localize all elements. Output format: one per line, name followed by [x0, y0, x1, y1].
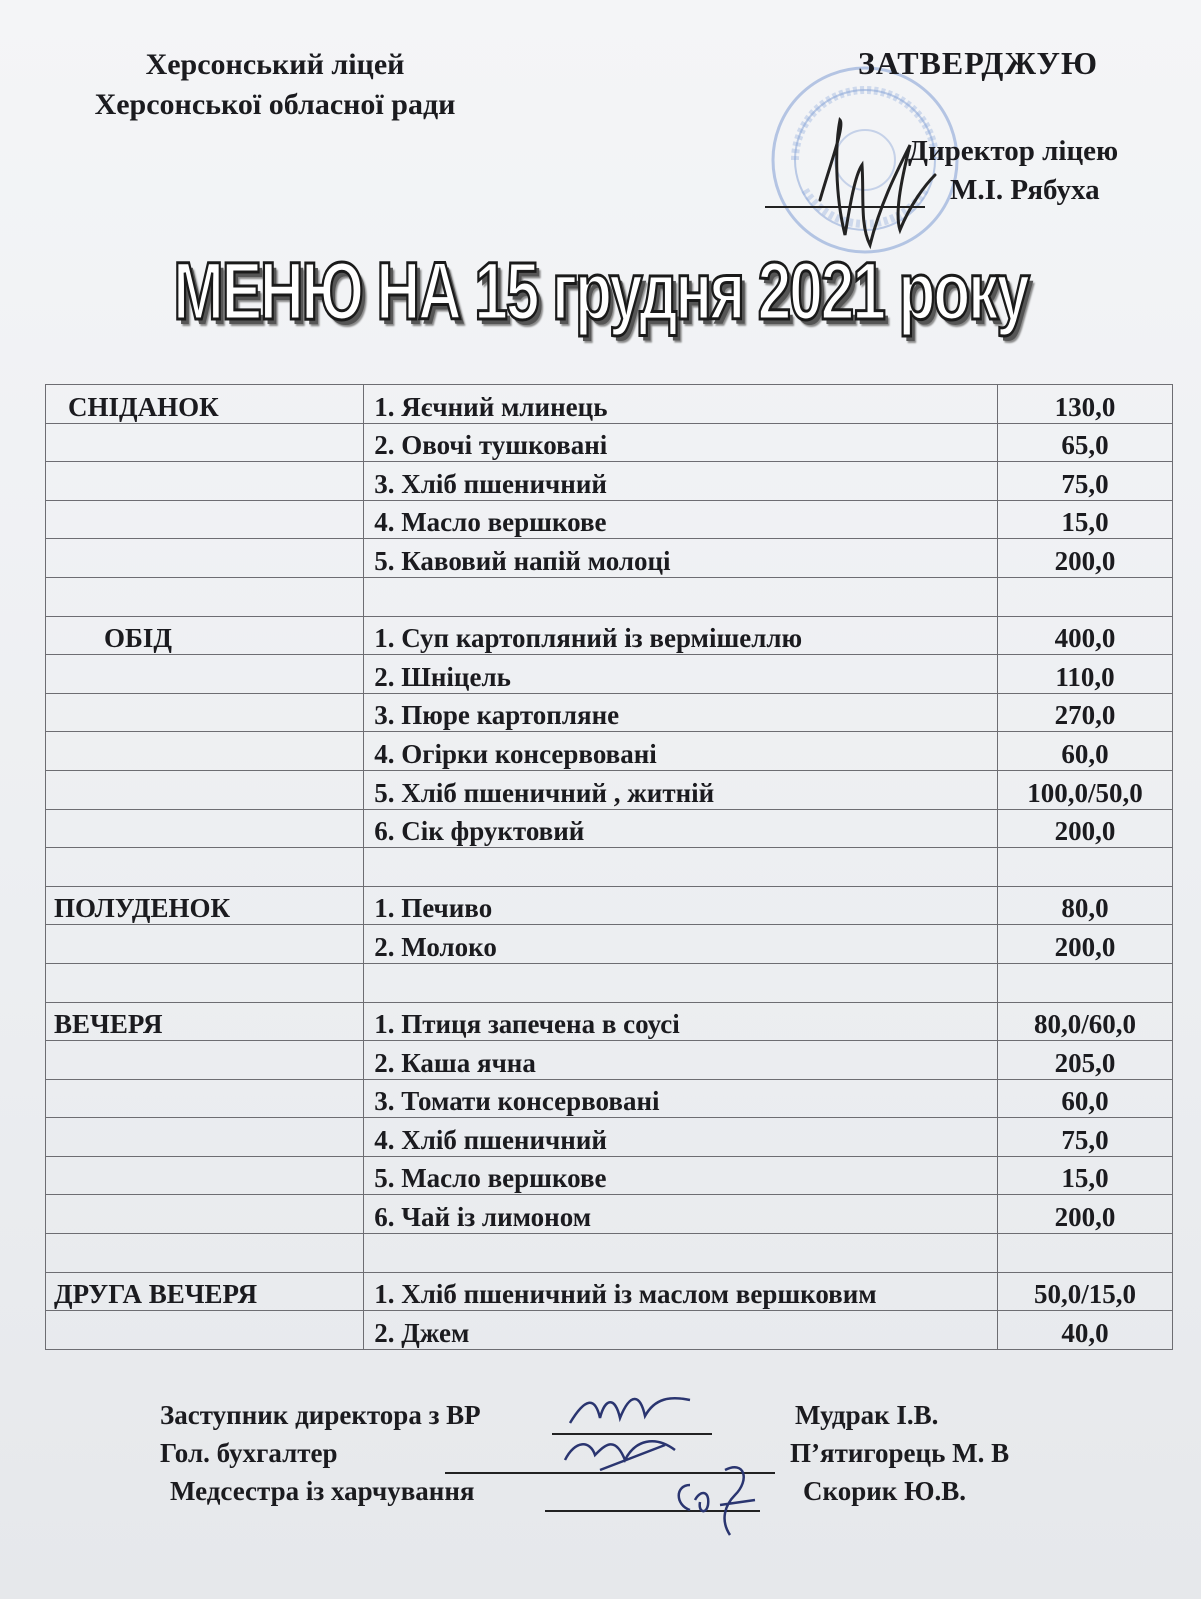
- dish-cell: 3. Хліб пшеничний: [364, 462, 998, 501]
- menu-row: [46, 539, 1173, 578]
- menu-table: [45, 384, 1173, 1350]
- portion-cell: [997, 1234, 1172, 1273]
- meal-cell: [46, 1311, 364, 1350]
- menu-row: [46, 693, 1173, 732]
- menu-row: [46, 732, 1173, 771]
- meal-cell: [46, 770, 364, 809]
- menu-row: [46, 1195, 1173, 1234]
- portion-cell: 200,0: [997, 1195, 1172, 1234]
- portion-cell: 110,0: [997, 655, 1172, 694]
- dish-cell: 5. Кавовий напій молоці: [364, 539, 998, 578]
- portion-cell: 80,0: [997, 886, 1172, 925]
- meal-cell: [46, 809, 364, 848]
- deputy-name: Мудрак І.В.: [795, 1400, 939, 1430]
- meal-cell: [46, 963, 364, 1002]
- meal-cell: ПОЛУДЕНОК: [46, 886, 364, 925]
- dish-cell: 1. Печиво: [364, 886, 998, 925]
- menu-row: [46, 1079, 1173, 1118]
- accountant-name: П’ятигорець М. В: [790, 1438, 1010, 1468]
- org-line-2: Херсонської обласної ради: [94, 88, 456, 121]
- dish-cell: 2. Шніцель: [364, 655, 998, 694]
- menu-row: [46, 1002, 1173, 1041]
- portion-cell: [997, 963, 1172, 1002]
- dish-cell: 1. Яєчний млинець: [364, 385, 998, 424]
- menu-row: [46, 1272, 1173, 1311]
- meal-cell: [46, 1041, 364, 1080]
- meal-cell: [46, 1195, 364, 1234]
- director-signature-icon: [800, 105, 940, 255]
- menu-row: [46, 385, 1173, 424]
- meal-cell: [46, 423, 364, 462]
- portion-cell: 270,0: [997, 693, 1172, 732]
- portion-cell: 40,0: [997, 1311, 1172, 1350]
- menu-row: [46, 423, 1173, 462]
- dish-cell: 2. Молоко: [364, 925, 998, 964]
- dish-cell: 4. Масло вершкове: [364, 500, 998, 539]
- menu-row: [46, 655, 1173, 694]
- menu-row: [46, 1311, 1173, 1350]
- menu-row: [46, 1118, 1173, 1157]
- dish-cell: 1. Птиця запечена в соусі: [364, 1002, 998, 1041]
- portion-cell: 200,0: [997, 809, 1172, 848]
- nurse-signature-icon: [670, 1450, 765, 1540]
- menu-row: [46, 616, 1173, 655]
- meal-cell: [46, 925, 364, 964]
- meal-cell: [46, 500, 364, 539]
- menu-row: [46, 809, 1173, 848]
- dish-cell: [364, 577, 998, 616]
- dish-cell: 2. Джем: [364, 1311, 998, 1350]
- meal-cell: [46, 577, 364, 616]
- dish-cell: 3. Пюре картопляне: [364, 693, 998, 732]
- meal-cell: [46, 1156, 364, 1195]
- portion-cell: 75,0: [997, 462, 1172, 501]
- meal-cell: [46, 693, 364, 732]
- meal-cell: [46, 848, 364, 887]
- menu-row: [46, 925, 1173, 964]
- portion-cell: [997, 577, 1172, 616]
- dish-cell: 3. Томати консервовані: [364, 1079, 998, 1118]
- portion-cell: 75,0: [997, 1118, 1172, 1157]
- meal-cell: [46, 539, 364, 578]
- director-title: Директор ліцею: [908, 135, 1119, 167]
- dish-cell: 2. Овочі тушковані: [364, 423, 998, 462]
- dish-cell: 6. Чай із лимоном: [364, 1195, 998, 1234]
- dish-cell: 1. Суп картопляний із вермішеллю: [364, 616, 998, 655]
- meal-cell: [46, 732, 364, 771]
- meal-cell: [46, 1079, 364, 1118]
- portion-cell: 50,0/15,0: [997, 1272, 1172, 1311]
- dish-cell: 2. Каша ячна: [364, 1041, 998, 1080]
- meal-cell: [46, 462, 364, 501]
- portion-cell: 15,0: [997, 500, 1172, 539]
- menu-row: [46, 770, 1173, 809]
- director-name: М.І. Рябуха: [950, 174, 1100, 206]
- menu-row: [46, 462, 1173, 501]
- meal-cell: СНІДАНОК: [46, 385, 364, 424]
- approval-heading: ЗАТВЕРДЖУЮ: [858, 45, 1099, 81]
- meal-cell: ДРУГА ВЕЧЕРЯ: [46, 1272, 364, 1311]
- menu-row: [46, 1041, 1173, 1080]
- meal-cell: [46, 655, 364, 694]
- portion-cell: 400,0: [997, 616, 1172, 655]
- portion-cell: 200,0: [997, 539, 1172, 578]
- portion-cell: [997, 848, 1172, 887]
- spacer-row: [46, 1234, 1173, 1273]
- meal-cell: ОБІД: [46, 616, 364, 655]
- page-title: МЕНЮ НА 15 грудня 2021 року: [173, 246, 1028, 337]
- menu-row: [46, 886, 1173, 925]
- menu-row: [46, 1156, 1173, 1195]
- dish-cell: 4. Хліб пшеничний: [364, 1118, 998, 1157]
- dish-cell: 6. Сік фруктовий: [364, 809, 998, 848]
- portion-cell: 100,0/50,0: [997, 770, 1172, 809]
- dish-cell: [364, 848, 998, 887]
- portion-cell: 65,0: [997, 423, 1172, 462]
- portion-cell: 200,0: [997, 925, 1172, 964]
- spacer-row: [46, 848, 1173, 887]
- nurse-label: Медсестра із харчування: [170, 1476, 475, 1506]
- nurse-name: Скорик Ю.В.: [803, 1476, 966, 1506]
- dish-cell: 1. Хліб пшеничний із маслом вершковим: [364, 1272, 998, 1311]
- dish-cell: 5. Масло вершкове: [364, 1156, 998, 1195]
- portion-cell: 205,0: [997, 1041, 1172, 1080]
- meal-cell: ВЕЧЕРЯ: [46, 1002, 364, 1041]
- portion-cell: 60,0: [997, 732, 1172, 771]
- deputy-label: Заступник директора з ВР: [160, 1400, 481, 1430]
- meal-cell: [46, 1118, 364, 1157]
- dish-cell: 4. Огірки консервовані: [364, 732, 998, 771]
- portion-cell: 15,0: [997, 1156, 1172, 1195]
- org-line-1: Херсонський ліцей: [145, 48, 405, 81]
- meal-cell: [46, 1234, 364, 1273]
- dish-cell: 5. Хліб пшеничний , житній: [364, 770, 998, 809]
- organization-name: [40, 45, 510, 125]
- portion-cell: 60,0: [997, 1079, 1172, 1118]
- portion-cell: 130,0: [997, 385, 1172, 424]
- menu-row: [46, 500, 1173, 539]
- spacer-row: [46, 963, 1173, 1002]
- spacer-row: [46, 577, 1173, 616]
- accountant-label: Гол. бухгалтер: [160, 1438, 338, 1468]
- dish-cell: [364, 963, 998, 1002]
- dish-cell: [364, 1234, 998, 1273]
- portion-cell: 80,0/60,0: [997, 1002, 1172, 1041]
